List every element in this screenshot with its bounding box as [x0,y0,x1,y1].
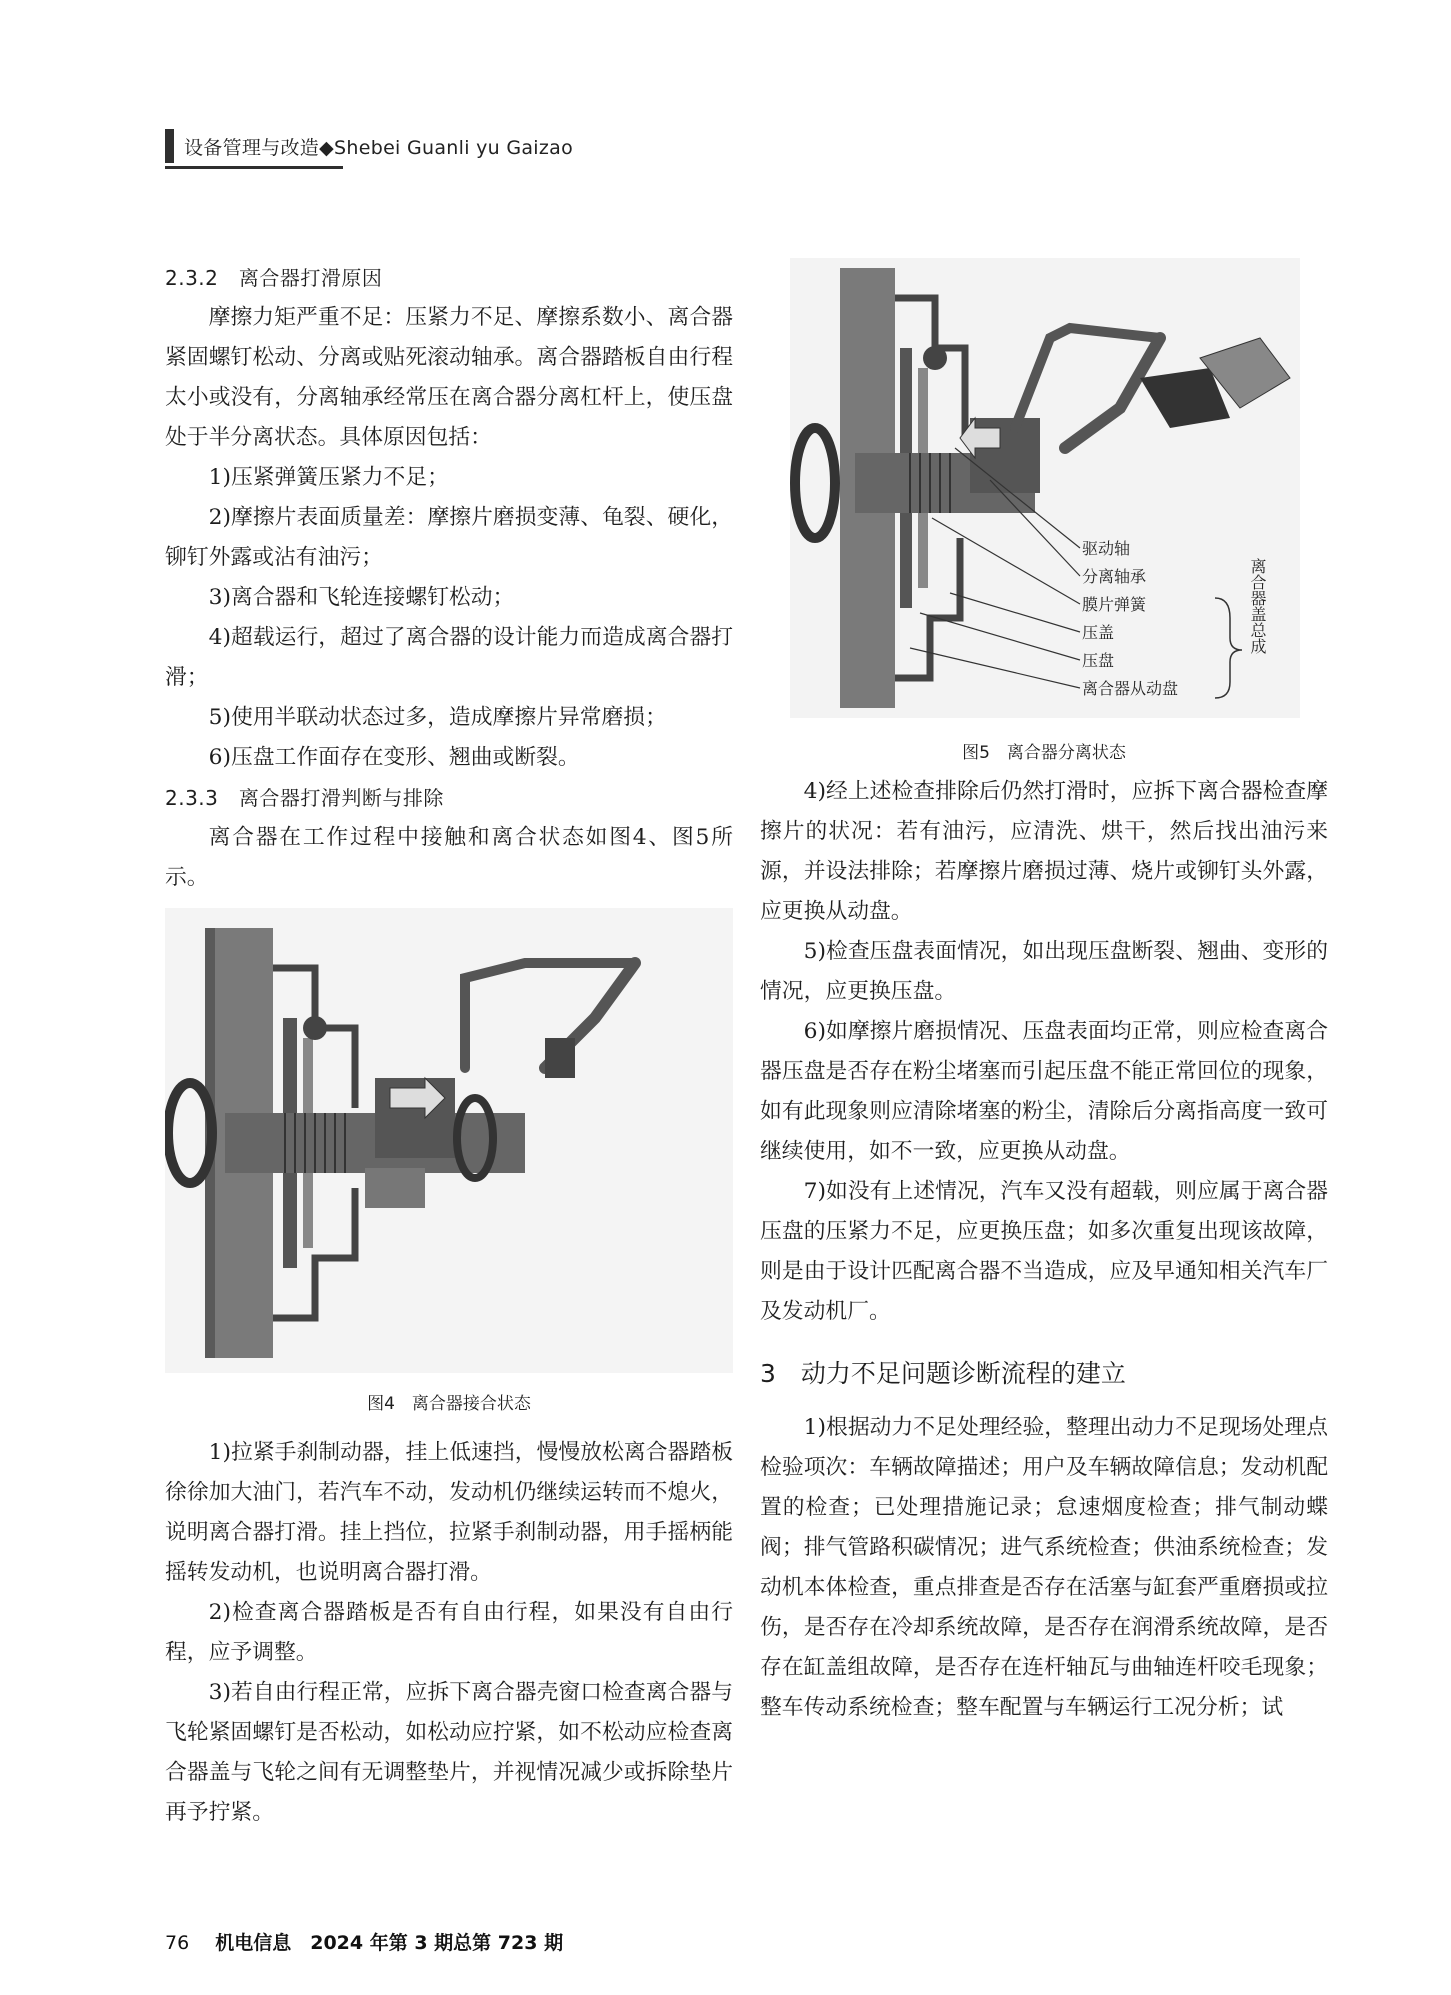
clutch-disengaged-illustration [760,258,1328,718]
page-footer [165,1928,563,1955]
label-cover: 压盖 [1082,623,1115,642]
paragraph: 摩擦力矩严重不足：压紧力不足、摩擦系数小、离合器紧固螺钉松动、分离或贴死滚动轴承。离合器踏板自由行程太小或没有，分离轴承经常压在离合器分离杠杆上，使压盘处于半分离状态。具体原因包括： [165,305,733,450]
figure-4-caption: 图4 离合器接合状态 [367,1394,531,1414]
figure-5 [760,258,1328,764]
label-driven-disc: 离合器从动盘 [1082,679,1179,698]
figure-5-caption: 图5 离合器分离状态 [962,743,1126,763]
list-item: 1)压紧弹簧压紧力不足； [208,465,449,490]
page-number: 76 [165,1932,190,1954]
paragraph: 4)经上述检查排除后仍然打滑时，应拆下离合器检查摩擦片的状况：若有油污，应清洗、烘干，然后找出油污来源，并设法排除；若摩擦片磨损过薄、烧片或铆钉头外露，应更换从动盘。 [760,779,1328,924]
paragraph: 1)拉紧手刹制动器，挂上低速挡，慢慢放松离合器踏板徐徐加大油门，若汽车不动，发动机仍继续运转而不熄火，说明离合器打滑。挂上挡位，拉紧手刹制动器，用手摇柄能摇转发动机，也说明离合器打滑。 [165,1440,733,1585]
list-item: 2)摩擦片表面质量差：摩擦片磨损变薄、龟裂、硬化，铆钉外露或沾有油污； [165,505,733,570]
section-heading-2-3-2: 2.3.2 离合器打滑原因 [165,266,383,290]
label-drive-shaft: 驱动轴 [1082,539,1131,558]
list-item: 4)超载运行，超过了离合器的设计能力而造成离合器打滑； [165,625,733,690]
section-heading-2-3-3: 2.3.3 离合器打滑判断与排除 [165,786,444,810]
paragraph: 6)如摩擦片磨损情况、压盘表面均正常，则应检查离合器压盘是否存在粉尘堵塞而引起压盘不能正常回位的现象，如有此现象则应清除堵塞的粉尘，清除后分离指高度一致可继续使用，如不一致，应更换从动盘。 [760,1019,1328,1164]
label-cover-assembly: 离合器盖总成 [1248,558,1267,654]
label-pressure-plate: 压盘 [1082,651,1115,670]
list-item: 6)压盘工作面存在变形、翘曲或断裂。 [208,745,580,770]
journal-header-text: 设备管理与改造◆Shebei Guanli yu Gaizao [184,136,574,159]
label-release-bearing: 分离轴承 [1082,567,1147,586]
paragraph: 3)若自由行程正常，应拆下离合器壳窗口检查离合器与飞轮紧固螺钉是否松动，如松动应拧紧，如不松动应检查离合器盖与飞轮之间有无调整垫片，并视情况减少或拆除垫片再予拧紧。 [165,1680,733,1825]
running-header [165,128,573,164]
paragraph: 7)如没有上述情况，汽车又没有超载，则应属于离合器压盘的压紧力不足，应更换压盘；如多次重复出现该故障，则是由于设计匹配离合器不当造成，应及早通知相关汽车厂及发动机厂。 [760,1179,1328,1324]
clutch-engaged-illustration [165,908,733,1373]
figure-4 [165,908,733,1415]
right-column [760,258,1328,1728]
header-rule [165,166,343,169]
section-heading-3: 3 动力不足问题诊断流程的建立 [760,1359,1126,1388]
list-item: 5)使用半联动状态过多，造成摩擦片异常磨损； [208,705,667,730]
paragraph: 2)检查离合器踏板是否有自由行程，如果没有自由行程，应予调整。 [165,1600,733,1665]
header-bar [165,129,174,163]
footer-journal: 机电信息 2024 年第 3 期总第 723 期 [215,1932,564,1954]
paragraph: 离合器在工作过程中接触和离合状态如图4、图5所示。 [165,825,733,890]
paragraph: 5)检查压盘表面情况，如出现压盘断裂、翘曲、变形的情况，应更换压盘。 [760,939,1328,1004]
paragraph: 1)根据动力不足处理经验，整理出动力不足现场处理点检验项次：车辆故障描述；用户及车辆故障信息；发动机配置的检查；已处理措施记录；怠速烟度检查；排气制动蝶阀；排气管路积碳情况；进气系统检查；供油系统检查；发动机本体检查，重点排查是否存在活塞与缸套严重磨损或拉伤，是否存在冷却系统故障，是否存在润滑系统故障，是否存在缸盖组故障，是否存在连杆轴瓦与曲轴连杆咬毛现象；整车传动系统检查；整车配置与车辆运行工况分析；试 [760,1415,1328,1720]
left-column [165,258,733,1833]
list-item: 3)离合器和飞轮连接螺钉松动； [208,585,515,610]
label-diaphragm-spring: 膜片弹簧 [1082,595,1147,614]
